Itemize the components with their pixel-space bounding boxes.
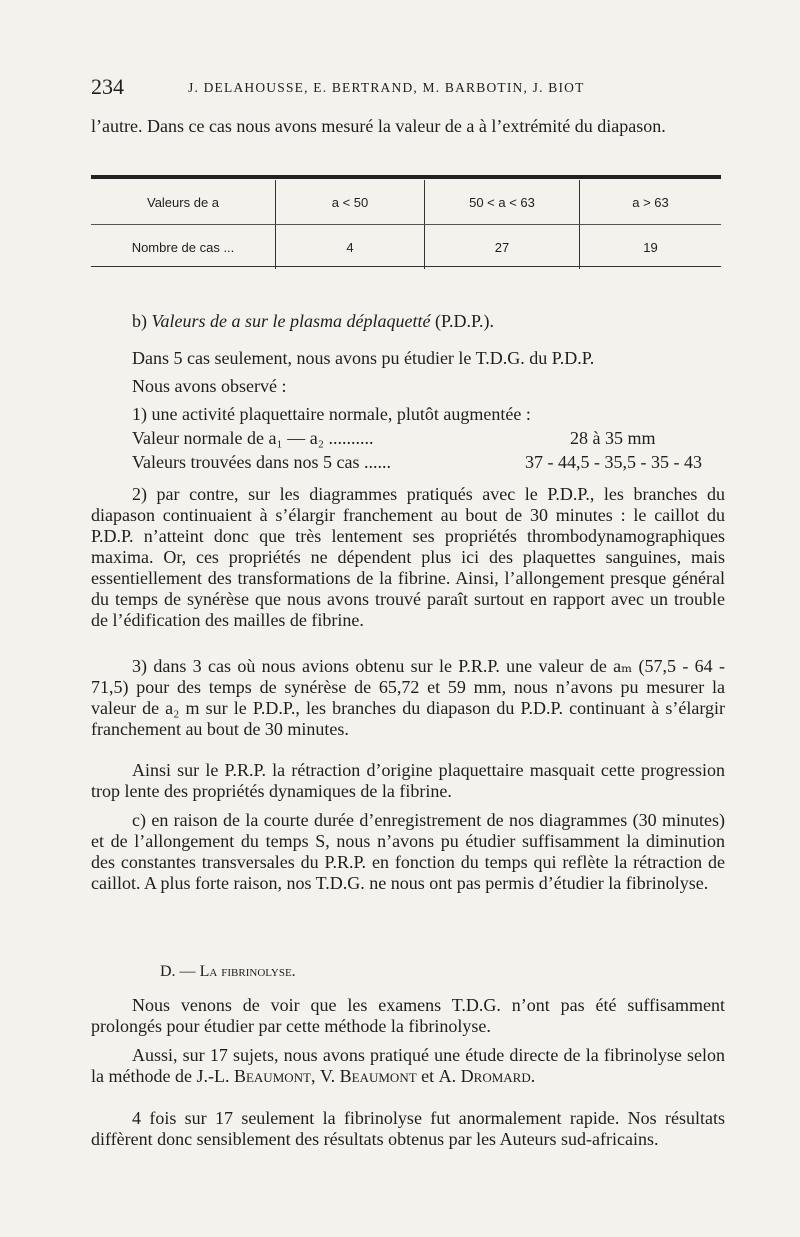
paragraph: 1) une activité plaquettaire normale, plutôt augmentée : (132, 404, 531, 424)
table-cell: 19 (580, 225, 722, 270)
section-d-title: La fibrinolyse. (199, 963, 296, 980)
table-cell: 27 (425, 225, 580, 270)
table-row (91, 225, 721, 270)
table-cell: 50 < a < 63 (425, 180, 580, 225)
table-cell-label: Valeurs de a (91, 180, 276, 225)
paragraph: Nous venons de voir que les examens T.D.G. n’ont pas été suffisamment prolongés pour étudier par cette méthode la fibrinolyse. (91, 995, 725, 1036)
found-values-label: Valeurs trouvées dans nos 5 cas ...... (132, 452, 391, 472)
running-header (91, 74, 725, 104)
section-b-prefix: b) (132, 311, 147, 331)
table-cell-label: Nombre de cas ... (131, 239, 235, 255)
paragraph: Ainsi sur le P.R.P. la rétraction d’origine plaquettaire masquait cette progression trop lente des propriétés dynamiques de la fibrine. (91, 760, 725, 801)
page-number: 234 (91, 74, 124, 99)
results-table (91, 180, 721, 269)
section-b-suffix: (P.D.P.). (434, 311, 494, 331)
found-values-row (132, 452, 725, 473)
table-cell: a > 63 (580, 180, 722, 225)
running-header-authors: J. DELAHOUSSE, E. BERTRAND, M. BARBOTIN, J. BIOT (188, 80, 585, 95)
table-cell: 4 (276, 225, 425, 270)
section-d-prefix: D. — (160, 963, 196, 980)
paragraph: Dans 5 cas seulement, nous avons pu étudier le T.D.G. du P.D.P. (132, 348, 595, 368)
section-b-title: Valeurs de a sur le plasma déplaquetté (151, 311, 431, 331)
author-name: V. Beaumont (319, 1066, 417, 1086)
normal-value-row (132, 428, 725, 449)
intro-paragraph: l’autre. Dans ce cas nous avons mesuré la valeur de a à l’extrémité du diapason. (91, 116, 666, 136)
section-b-heading (132, 311, 725, 332)
paragraph-aussi-text: Aussi, sur 17 sujets, nous avons pratiqué une étude directe de la fibrinolyse selon la méthode de J.-L. (91, 1045, 725, 1086)
paragraph: 4 fois sur 17 seulement la fibrinolyse fut anormalement rapide. Nos résultats diffèrent donc sensiblement des résultats obtenus par les Auteurs sud-africains. (91, 1108, 725, 1149)
table-bottom-rule (91, 266, 721, 267)
paragraph-aussi: Aussi, sur 17 sujets, nous avons pratiqué une étude directe de la fibrinolyse selon la méthode de J.-L. Beaumont, V. Beaumont et A. Dromard. (91, 1045, 725, 1086)
joiner-text: et (421, 1066, 435, 1086)
paragraph-item-3: 3) dans 3 cas où nous avions obtenu sur le P.R.P. une valeur de aₘ (57,5 - 64 - 71,5) pour des temps de synérèse de 65,72 et 59 mm, nous n’avons pu mesurer la valeur de a₂ m sur le P.D.P., les branches du diapason du P.D.P. continuant à s’élargir franchement au bout de 30 minutes. (91, 656, 725, 739)
section-d-heading (160, 961, 753, 982)
found-values: 37 - 44,5 - 35,5 - 35 - 43 (525, 452, 702, 472)
paragraph-item-2: 2) par contre, sur les diagrammes pratiqués avec le P.D.P., les branches du diapason continuaient à s’élargir franchement au bout de 30 minutes : le caillot du P.D.P. n’atteint donc que très lentement ses propriétés thrombodynamographiques maxima. Or, ces propriétés ne dépendent plus ici des plaquettes sanguines, mais essentiellement des transformations de la fibrine. Ainsi, l’allongement presque général du temps de synérèse que nous avons trouvé paraît surtout en rapport avec un trouble de l’édification des mailles de fibrine. (91, 484, 725, 630)
table-cell: a < 50 (276, 180, 425, 225)
author-name: Beaumont (233, 1066, 311, 1086)
paragraph-c: c) en raison de la courte durée d’enregistrement de nos diagrammes (30 minutes) et de l’allongement du temps S, nous n’avons pu étudier suffisamment la diminution des constantes transversales du P.R.P. en fonction du temps qui reflète la rétraction de caillot. A plus forte raison, nos T.D.G. ne nous ont pas permis d’étudier la fibrinolyse. (91, 810, 725, 893)
table-top-rule (91, 175, 721, 179)
paragraph: Nous avons observé : (132, 376, 287, 396)
author-name: A. Dromard (438, 1066, 531, 1086)
normal-value: 28 à 35 mm (570, 428, 656, 448)
table-row (91, 180, 721, 225)
normal-value-label: Valeur normale de a₁ — a₂ .......... (132, 428, 374, 448)
